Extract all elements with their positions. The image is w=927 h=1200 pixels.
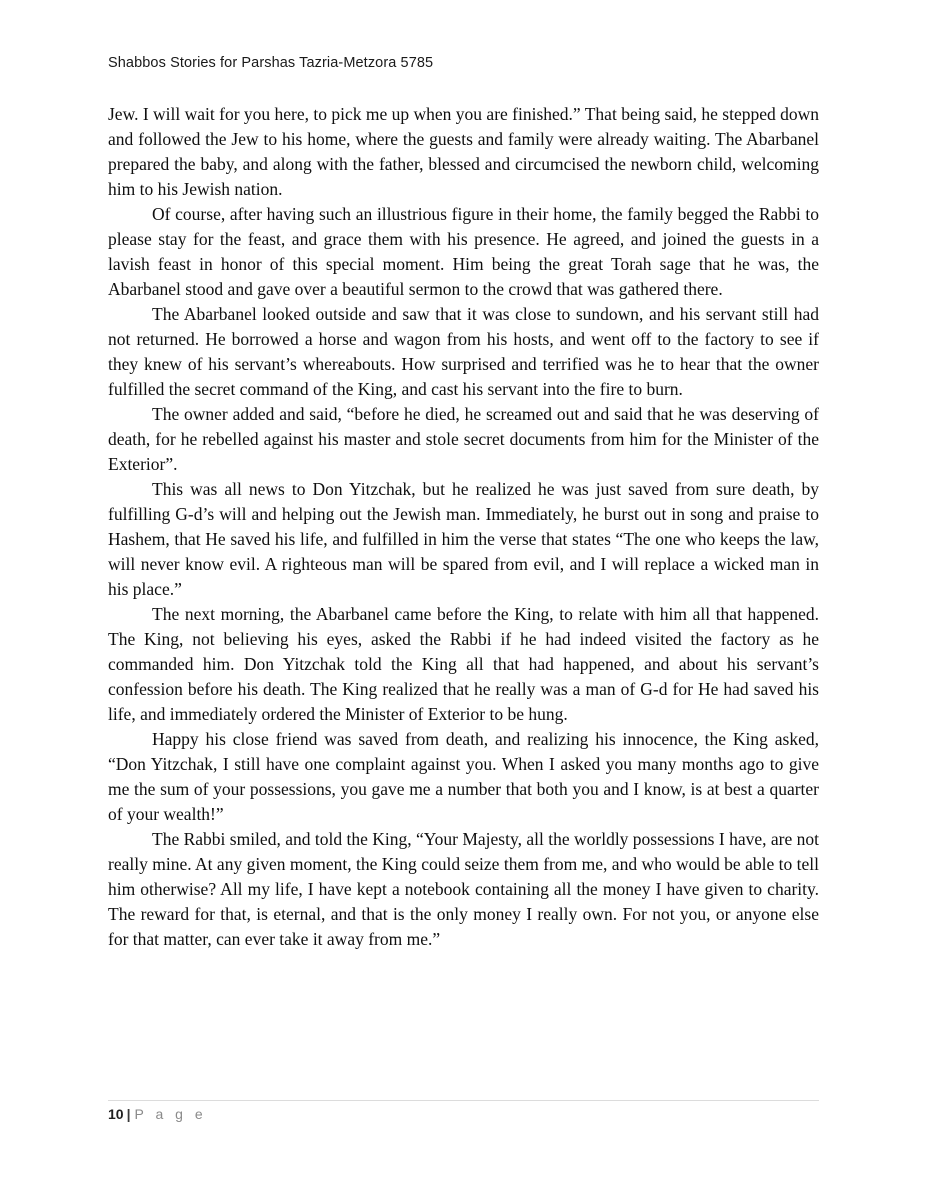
paragraph: The next morning, the Abarbanel came before the King, to relate with him all that happened. The King, not believing his eyes, asked the Rabbi if he had indeed visited the factory as he commanded him. Don Yitzchak told the King all that had happened, and about his servant’s confession before his death. The King realized that he really was a man of G-d for He had saved his life, and immediately ordered the Minister of Exterior to be hung. [108, 604, 819, 724]
paragraph: Happy his close friend was saved from death, and realizing his innocence, the King asked, “Don Yitzchak, I still have one complaint against you. When I asked you many months ago to give me the sum of your possessions, you gave me a number that both you and I know, is at best a quarter of your wealth!” [108, 729, 819, 824]
page-footer [108, 1106, 207, 1122]
paragraph: The owner added and said, “before he died, he screamed out and said that he was deserving of death, for he rebelled against his master and stole secret documents from him for the Minister of the Exterior”. [108, 404, 819, 474]
page-number: 10 [108, 1106, 124, 1122]
page-label: P a g e [134, 1106, 207, 1122]
paragraph: Jew. I will wait for you here, to pick me up when you are finished.” That being said, he stepped down and followed the Jew to his home, where the guests and family were already waiting. The Abarbanel prepared the baby, and along with the father, blessed and circumcised the newborn child, welcoming him to his Jewish nation. [108, 104, 819, 199]
document-body [108, 102, 819, 952]
paragraph: The Abarbanel looked outside and saw that it was close to sundown, and his servant still had not returned. He borrowed a horse and wagon from his hosts, and went off to the factory to see if they knew of his servant’s whereabouts. How surprised and terrified was he to hear that the owner fulfilled the secret command of the King, and cast his servant into the fire to burn. [108, 304, 819, 399]
footer-divider [108, 1100, 819, 1101]
document-header-title: Shabbos Stories for Parshas Tazria-Metzora 5785 [108, 55, 434, 71]
paragraph: The Rabbi smiled, and told the King, “Your Majesty, all the worldly possessions I have, are not really mine. At any given moment, the King could seize them from me, and who would be able to tell him otherwise? All my life, I have kept a notebook containing all the money I have given to charity. The reward for that, is eternal, and that is the only money I really own. For not you, or anyone else for that matter, can ever take it away from me.” [108, 829, 819, 949]
paragraph: Of course, after having such an illustrious figure in their home, the family begged the Rabbi to please stay for the feast, and grace them with his presence. He agreed, and joined the guests in a lavish feast in honor of this special moment. Him being the great Torah sage that he was, the Abarbanel stood and gave over a beautiful sermon to the crowd that was gathered there. [108, 204, 819, 299]
footer-separator: | [126, 1106, 131, 1122]
paragraph: This was all news to Don Yitzchak, but he realized he was just saved from sure death, by fulfilling G-d’s will and helping out the Jewish man. Immediately, he burst out in song and praise to Hashem, that He saved his life, and fulfilled in him the verse that states “The one who keeps the law, will never know evil. A righteous man will be spared from evil, and I will replace a wicked man in his place.” [108, 479, 819, 599]
